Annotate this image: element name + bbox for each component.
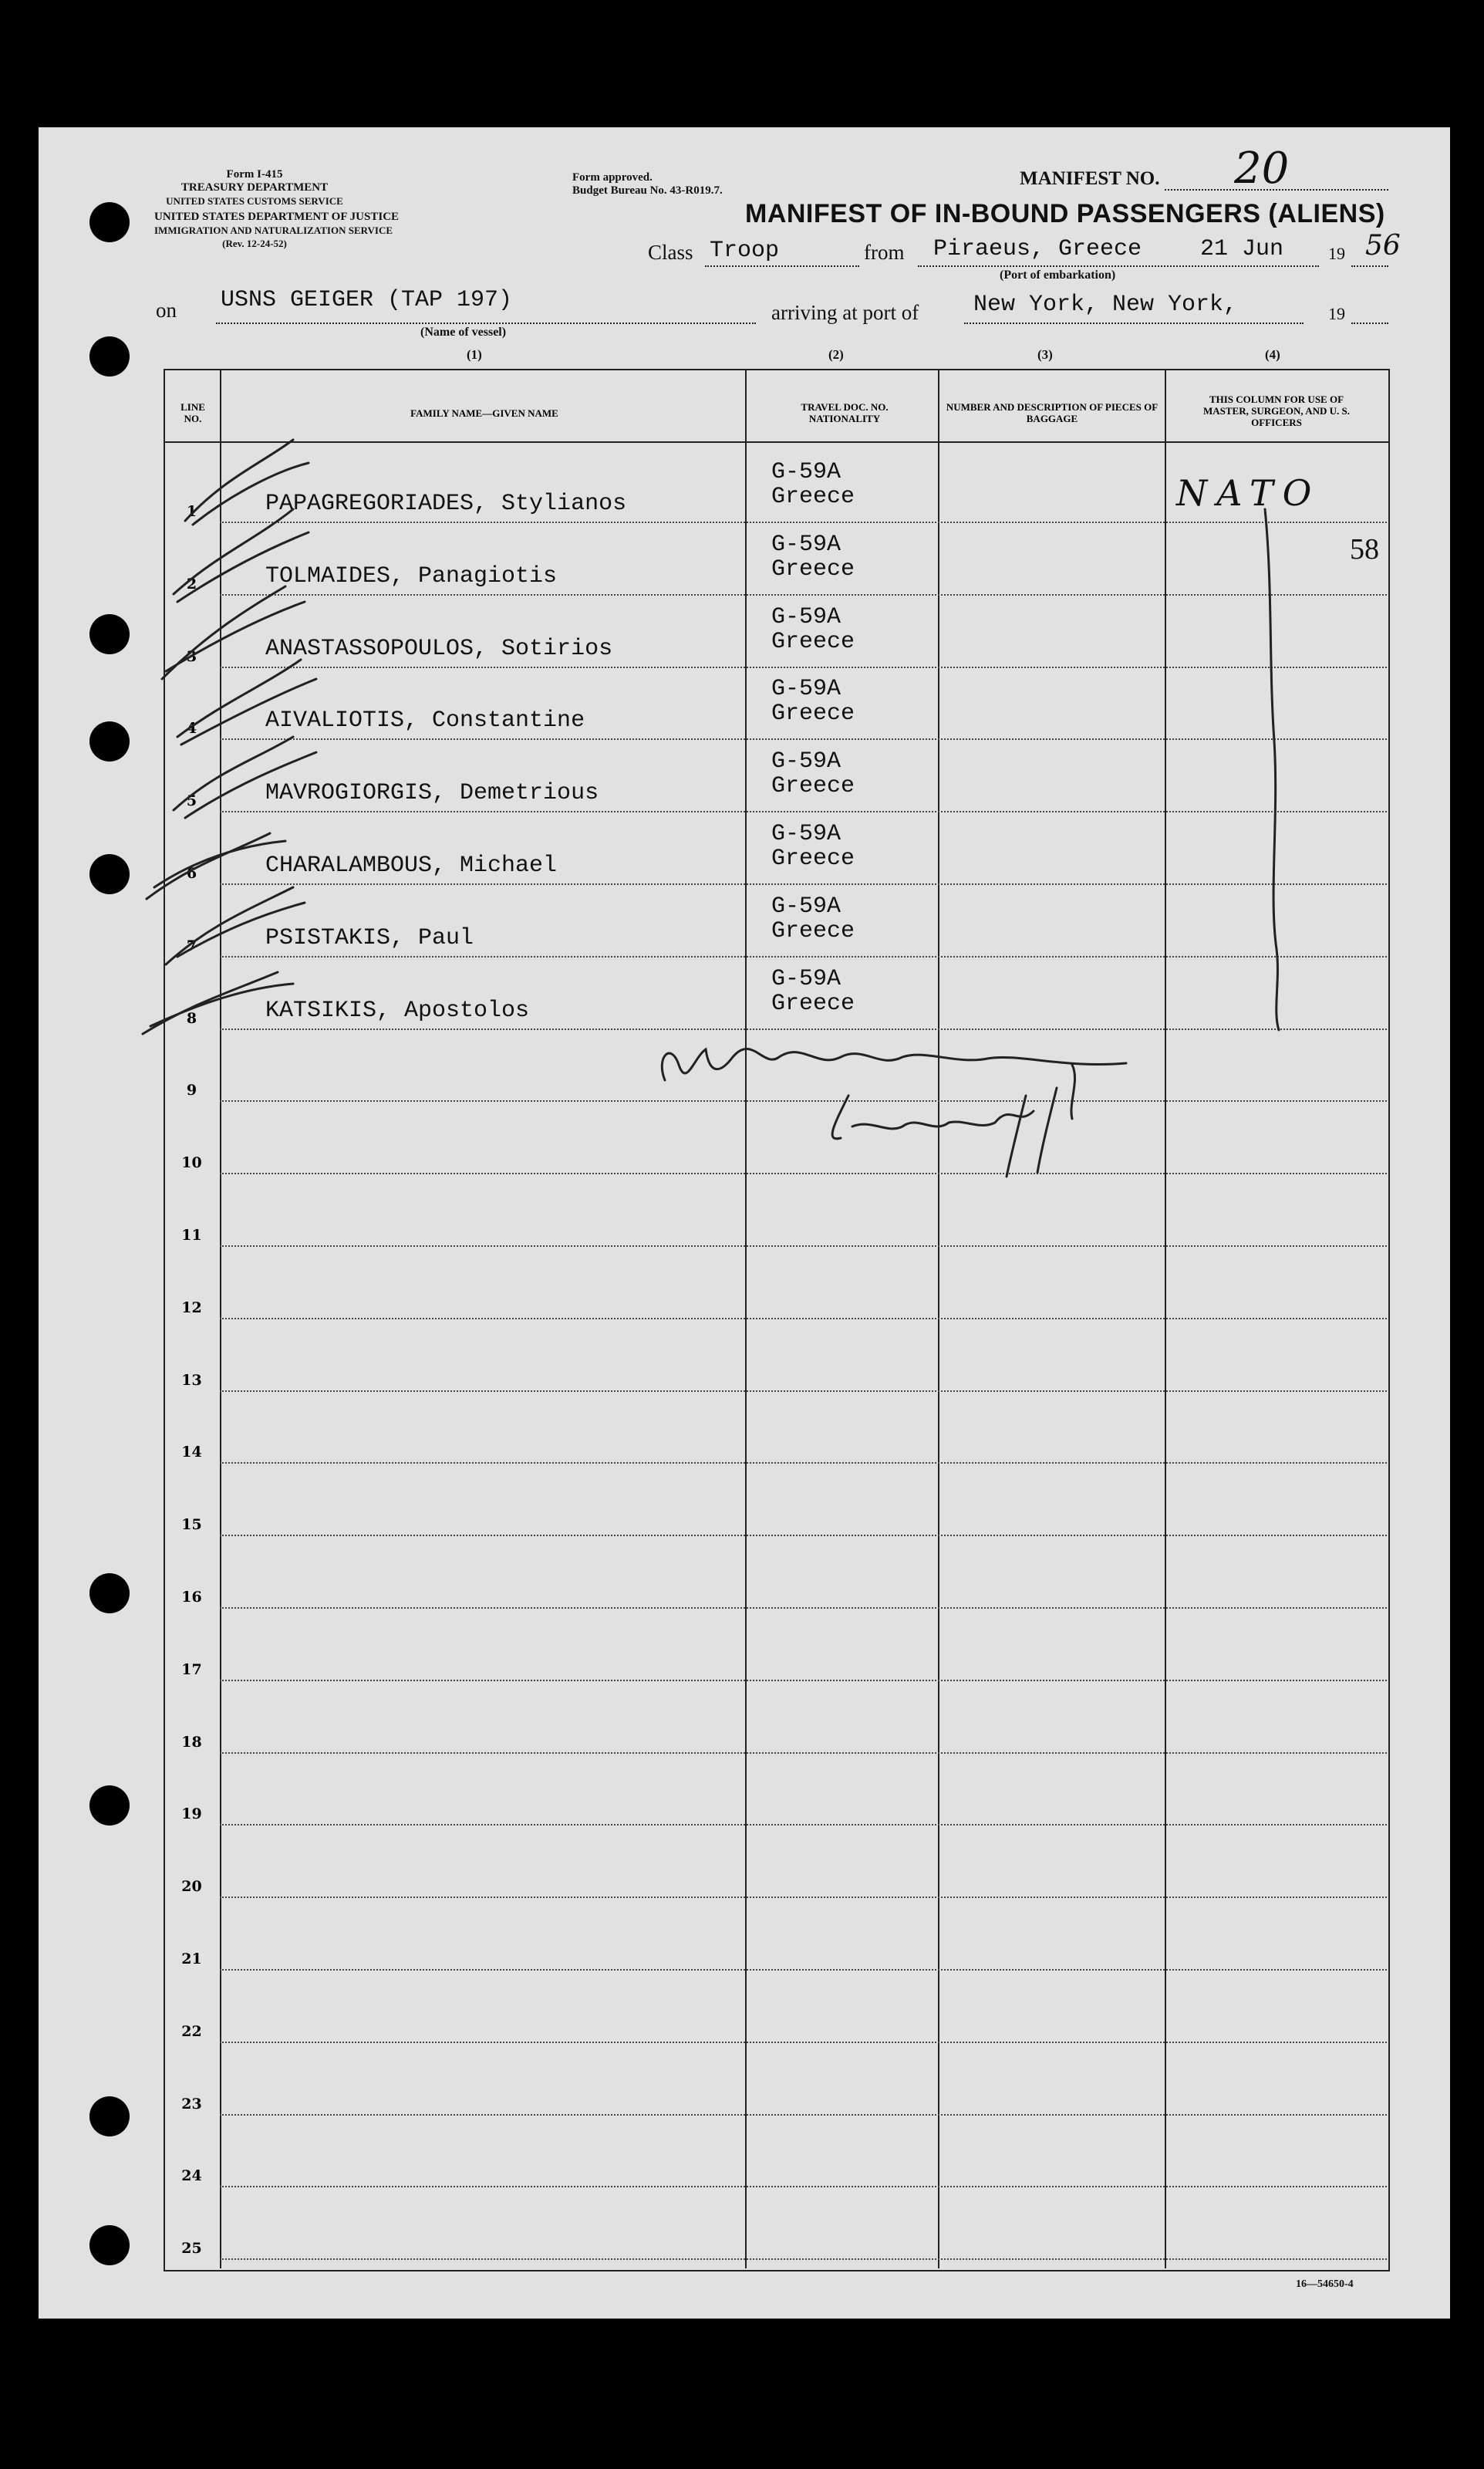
passenger-name: ANASTASSOPOULOS, Sotirios — [265, 635, 613, 662]
from-label: from — [864, 241, 905, 264]
nationality: Greece — [771, 917, 855, 944]
line-number: 21 — [181, 1951, 202, 1967]
year-underline — [1351, 265, 1388, 267]
travel-doc-number: G-59A — [771, 821, 841, 847]
treasury-dept: TREASURY DEPARTMENT — [180, 181, 329, 194]
form-approved: Form approved. — [572, 171, 653, 184]
line-number: 4 — [186, 720, 197, 738]
signature — [663, 1034, 960, 1073]
line-number: 3 — [186, 647, 197, 665]
revision: (Rev. 12-24-52) — [222, 238, 287, 249]
line-number: 6 — [186, 865, 197, 882]
passenger-name: MAVROGIORGIS, Demetrious — [265, 780, 599, 807]
line-number: 15 — [181, 1516, 202, 1534]
row-separator — [220, 1680, 1387, 1681]
row-separator — [220, 1897, 1387, 1898]
row-separator — [220, 1028, 1387, 1030]
row-separator — [220, 1390, 1387, 1392]
row-separator — [220, 1752, 1387, 1754]
travel-doc-number: G-59A — [771, 893, 841, 920]
manifest-number: 20 — [1234, 144, 1290, 194]
vessel-caption: (Name of vessel) — [420, 326, 507, 339]
binder-hole — [89, 336, 130, 377]
officer-note: NATO — [1176, 472, 1321, 514]
header-officers: THIS COLUMN FOR USE OF MASTER, SURGEON, AND U. S. OFFICERS — [1203, 393, 1350, 428]
binder-hole — [89, 614, 130, 654]
arrival-port: New York, New York, — [973, 292, 1238, 318]
header-separator — [164, 441, 1388, 443]
line-number: 11 — [181, 1227, 202, 1244]
date-value: 21 Jun — [1200, 236, 1284, 262]
arrival-year-prefix: 19 — [1328, 304, 1345, 323]
vessel-underline — [216, 323, 756, 324]
line-number: 18 — [181, 1733, 202, 1751]
header-baggage: NUMBER AND DESCRIPTION OF PIECES OF BAGGAGE — [946, 401, 1159, 424]
nationality: Greece — [771, 846, 855, 872]
row-separator — [220, 594, 1387, 596]
justice-dept: UNITED STATES DEPARTMENT OF JUSTICE — [154, 211, 400, 223]
passenger-name: TOLMAIDES, Panagiotis — [265, 562, 558, 589]
vessel-name: USNS GEIGER (TAP 197) — [221, 287, 513, 313]
col-num-3: (3) — [1037, 347, 1053, 362]
year-prefix: 19 — [1328, 244, 1345, 263]
line-number: 2 — [186, 575, 197, 593]
from-value: Piraeus, Greece — [933, 236, 1142, 262]
line-number: 12 — [181, 1299, 202, 1316]
officer-code: 58 — [1350, 533, 1379, 566]
class-label: Class — [648, 241, 693, 264]
passenger-name: AIVALIOTIS, Constantine — [265, 708, 585, 735]
approval-block — [572, 171, 723, 198]
port-embarkation-caption: (Port of embarkation) — [1000, 269, 1116, 282]
footer-code: 16—54650-4 — [1296, 2278, 1354, 2290]
row-separator — [220, 1824, 1387, 1826]
row-separator — [220, 1969, 1387, 1971]
col-num-2: (2) — [828, 347, 844, 362]
nationality: Greece — [771, 773, 855, 800]
line-number: 20 — [181, 1878, 202, 1896]
col-num-1: (1) — [467, 347, 482, 362]
nationality: Greece — [771, 990, 855, 1017]
row-separator — [220, 956, 1387, 958]
signature-title — [848, 1096, 976, 1131]
line-number: 9 — [186, 1082, 197, 1099]
document-title: MANIFEST OF IN-BOUND PASSENGERS (ALIENS) — [745, 199, 1385, 228]
row-separator — [220, 1462, 1387, 1464]
passenger-name: CHARALAMBOUS, Michael — [265, 853, 558, 879]
row-separator — [220, 1535, 1387, 1536]
row-separator — [220, 1245, 1387, 1247]
class-underline — [705, 265, 859, 267]
binder-hole — [89, 721, 130, 762]
line-number: 1 — [186, 503, 197, 520]
line-number: 25 — [181, 2240, 202, 2258]
row-separator — [220, 883, 1387, 885]
row-separator — [220, 522, 1387, 523]
binder-hole — [89, 854, 130, 894]
row-separator — [220, 2258, 1387, 2260]
binder-hole — [89, 2096, 130, 2136]
from-underline — [918, 265, 1319, 267]
binder-hole — [89, 2225, 130, 2265]
travel-doc-number: G-59A — [771, 748, 841, 775]
row-separator — [220, 2042, 1387, 2043]
line-number: 8 — [186, 1009, 197, 1027]
form-number: Form I-415 — [226, 168, 283, 181]
form-header-block — [154, 168, 400, 250]
line-number: 23 — [181, 2095, 202, 2113]
passenger-name: KATSIKIS, Apostolos — [265, 997, 530, 1024]
year-suffix: 56 — [1365, 230, 1401, 262]
line-number: 19 — [181, 1805, 202, 1823]
customs-service: UNITED STATES CUSTOMS SERVICE — [166, 195, 343, 207]
row-separator — [220, 667, 1387, 668]
line-number: 24 — [181, 2167, 202, 2185]
passenger-name: PSISTAKIS, Paul — [265, 924, 474, 951]
header-travel-doc: TRAVEL DOC. NO. NATIONALITY — [801, 401, 889, 424]
class-value: Troop — [710, 238, 780, 264]
nationality: Greece — [771, 484, 855, 510]
nationality: Greece — [771, 556, 855, 583]
passenger-name: PAPAGREGORIADES, Stylianos — [265, 491, 627, 517]
line-number: 16 — [181, 1589, 202, 1606]
row-separator — [220, 1100, 1387, 1102]
line-number: 5 — [186, 792, 197, 810]
binder-hole — [89, 1785, 130, 1826]
travel-doc-number: G-59A — [771, 676, 841, 703]
line-number: 14 — [181, 1444, 202, 1461]
row-separator — [220, 738, 1387, 740]
row-separator — [220, 811, 1387, 812]
travel-doc-number: G-59A — [771, 459, 841, 485]
on-label: on — [156, 299, 177, 322]
row-separator — [220, 1318, 1387, 1319]
arrival-year-underline — [1351, 323, 1388, 324]
manifest-label: MANIFEST NO. — [1020, 168, 1160, 189]
arrival-underline — [964, 323, 1304, 324]
line-number: 13 — [181, 1371, 202, 1389]
col-num-4: (4) — [1265, 347, 1280, 362]
budget-bureau: Budget Bureau No. 43-R019.7. — [572, 184, 723, 197]
line-number: 17 — [181, 1660, 202, 1678]
line-number: 22 — [181, 2022, 202, 2040]
arriving-label: arriving at port of — [771, 301, 919, 324]
binder-hole — [89, 202, 130, 242]
row-separator — [220, 2186, 1387, 2187]
row-separator — [220, 1173, 1387, 1174]
travel-doc-number: G-59A — [771, 965, 841, 992]
row-separator — [220, 1607, 1387, 1609]
header-name: FAMILY NAME—GIVEN NAME — [410, 407, 558, 419]
line-number: 10 — [181, 1154, 202, 1172]
line-number: 7 — [186, 937, 197, 954]
row-separator — [220, 2114, 1387, 2116]
travel-doc-number: G-59A — [771, 603, 841, 630]
travel-doc-number: G-59A — [771, 531, 841, 558]
ins-service: IMMIGRATION AND NATURALIZATION SERVICE — [154, 225, 393, 236]
binder-hole — [89, 1573, 130, 1613]
header-line-no: LINE NO. — [180, 401, 205, 424]
nationality: Greece — [771, 628, 855, 655]
nationality: Greece — [771, 701, 855, 728]
